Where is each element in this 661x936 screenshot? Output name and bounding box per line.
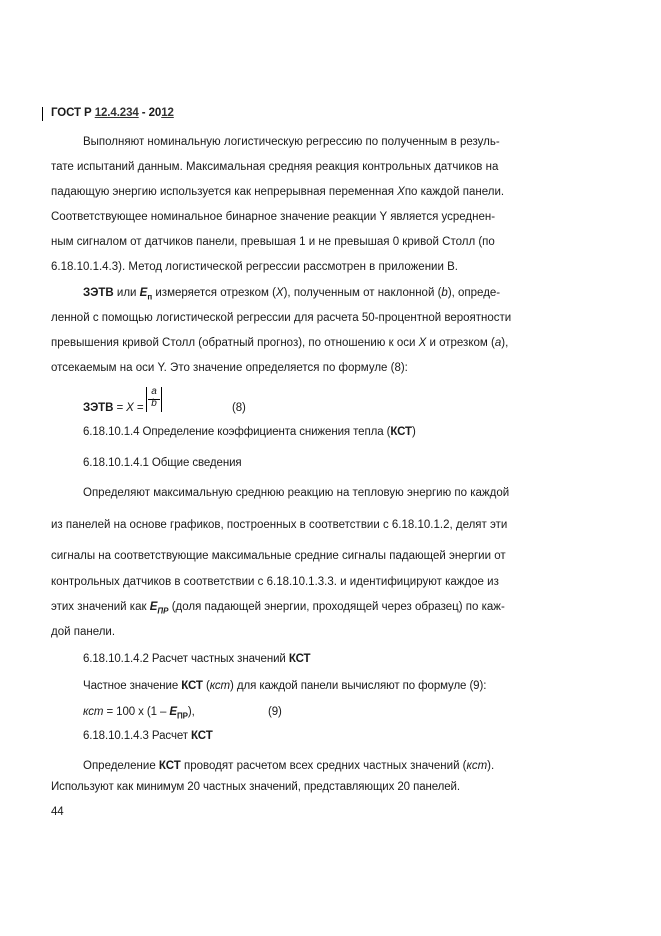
p3-line-6: дой панели.: [51, 626, 116, 638]
section-6-18-10-1-4-2: 6.18.10.1.4.2 Расчет частных значений КСТ: [83, 653, 311, 665]
p1-line-3: падающую энергию используется как непрерывная переменная Xпо каждой панели.: [51, 186, 505, 198]
header-margin-bar: [42, 107, 43, 121]
p2-line-1: ЗЭТВ или $E_п$ измеряется отрезком (X), полученным от наклонной (b), опреде-: [83, 287, 501, 302]
formula-8: ЗЭТВ = X =: [83, 402, 144, 414]
p1-line-2: тате испытаний данным. Максимальная средняя реакция контрольных датчиков на: [51, 161, 499, 173]
p1-line-5: ным сигналом от датчиков панели, превышая 1 и не превышая 0 кривой Столл (по: [51, 236, 495, 248]
formula-8-label: (8): [232, 402, 246, 414]
p2-line-4: отсекаемым на оси Y. Это значение определяется по формуле (8):: [51, 362, 408, 374]
section-6-18-10-1-4-1: 6.18.10.1.4.1 Общие сведения: [83, 457, 242, 469]
p3-line-3: сигналы на соответствующие максимальные средние сигналы падающей энергии от: [51, 550, 506, 562]
p1-line-1: Выполняют номинальную логистическую регрессию по полученным в резуль-: [83, 136, 500, 148]
p3-line-2: из панелей на основе графиков, построенных в соответствии с 6.18.10.1.2, делят эти: [51, 519, 508, 531]
p2-line-3: превышения кривой Столл (обратный прогноз), по отношению к оси X и отрезком (a),: [51, 337, 509, 349]
p4: Частное значение КСТ (кст) для каждой панели вычисляют по формуле (9):: [83, 680, 487, 692]
section-6-18-10-1-4: 6.18.10.1.4 Определение коэффициента снижения тепла (КСТ): [83, 426, 416, 438]
formula-9: кст = 100 x $(1 - E_{ПР})$,: [83, 706, 195, 721]
page-number: 44: [51, 806, 64, 818]
p1-line-4: Соответствующее номинальное бинарное значение реакции Y является усреднен-: [51, 211, 496, 223]
p3-line-4: контрольных датчиков в соответствии с 6.18.10.1.3.3. и идентифицируют каждое из: [51, 576, 499, 588]
formula-8-fraction: a b: [146, 387, 162, 412]
formula-9-label: (9): [268, 706, 282, 718]
section-6-18-10-1-4-3: 6.18.10.1.4.3 Расчет КСТ: [83, 730, 213, 742]
p5: Определение КСТ проводят расчетом всех средних частных значений (кст).: [83, 760, 495, 772]
p3-line-5: этих значений как $E_{ПР}$ (доля падающей энергии, проходящей через образец) по каж-: [51, 601, 505, 616]
document-header: ГОСТ Р 12.4.234 - 2012: [51, 107, 174, 119]
p1-line-6: 6.18.10.1.4.3). Метод логистической регрессии рассмотрен в приложении В.: [51, 261, 458, 273]
p3-line-1: Определяют максимальную среднюю реакцию на тепловую энергию по каждой: [83, 487, 510, 499]
p2-line-2: ленной с помощью логистической регрессии для расчета 50-процентной вероятности: [51, 312, 512, 324]
p6: Используют как минимум 20 частных значений, представляющих 20 панелей.: [51, 781, 460, 793]
